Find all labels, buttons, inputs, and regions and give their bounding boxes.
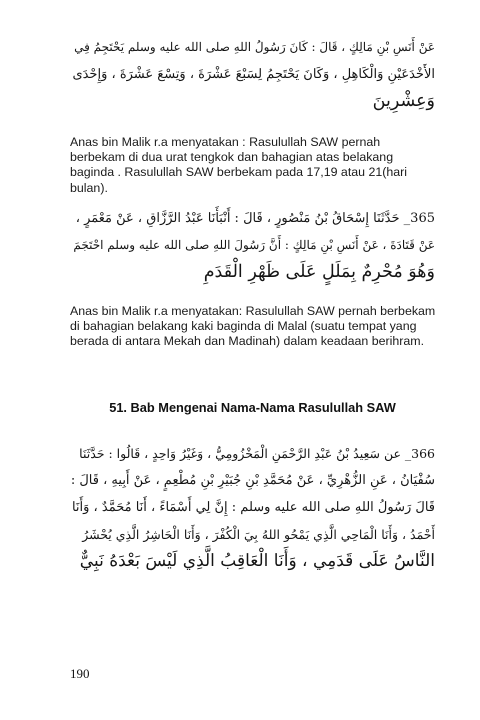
arabic-line: وَعِشْرِينَ bbox=[372, 91, 435, 111]
hadith-365-arabic bbox=[70, 205, 435, 286]
arabic-line: النَّاسُ عَلَى قَدَمِي ، وَأَنَا الْعَاقِبُ الَّذِي لَيْسَ بَعْدَهُ نَبِيٌّ bbox=[79, 551, 435, 571]
arabic-line: وَهُوَ مُحْرِمٌ بِمَلَلٍ عَلَى ظَهْرِ الْقَدَمِ bbox=[203, 262, 435, 282]
arabic-line: الأَخْدَعَيْنِ وَالْكَاهِلِ ، وَكَانَ يَحْتَجِمُ لِسَبْعَ عَشْرَةَ ، وَتِسْعَ عَشْرَةَ ، وَإِحْدَى bbox=[72, 67, 435, 82]
arabic-line: أَحْمَدُ ، وَأَنَا الْمَاحِي الَّذِي يَمْحُو اللهُ بِيَ الْكُفْرَ ، وَأَنَا الْحَاشِرُ الَّذِي يُحْشَرُ bbox=[82, 527, 435, 542]
hadith-364-translation bbox=[70, 135, 438, 196]
translation-paragraph: Anas bin Malik r.a menyatakan : Rasulullah SAW pernah berbekam di dua urat tengkok dan bahagian atas belakang baginda . Rasulullah SAW berbekam pada 17,19 atau 21(hari bulan). bbox=[70, 135, 408, 195]
hadith-365-translation bbox=[70, 304, 438, 350]
arabic-line: 366_ عن سَعِيدُ بْنُ عَبْدِ الرَّحْمَنِ الْمَخْزُومِيُّ ، وَغَيْرُ وَاحِدٍ ، قَالُوا : حَدَّثَنَا bbox=[79, 446, 435, 461]
arabic-line: عَنْ أَنَسِ بْنِ مَالِكٍ ، قَالَ : كَانَ رَسُولُ اللهِ صلى الله عليه وسلم يَحْتَجِمُ فِي bbox=[74, 40, 435, 54]
hadith-364-arabic bbox=[70, 34, 435, 115]
arabic-line: عَنْ قَتَادَةَ ، عَنْ أَنَسِ بْنِ مَالِكٍ : أَنَّ رَسُولَ اللهِ صلى الله عليه وسلم احْتَجَمَ bbox=[73, 238, 435, 252]
page-number: 190 bbox=[70, 666, 90, 681]
arabic-line: سُفْيَانُ ، عَنِ الزُّهْرِيِّ ، عَنْ مُحَمَّدِ بْنِ جُبَيْرِ بْنِ مُطْعِمٍ ، عَنْ أَبِيهِ ، قَالَ : bbox=[70, 473, 435, 488]
translation-paragraph: Anas bin Malik r.a menyatakan: Rasulullah SAW pernah berbekam di bahagian belakang kaki baginda di Malal (suatu tempat yang berada di antara Mekah dan Madinah) dalam keadaan berihram. bbox=[70, 304, 436, 349]
arabic-line: 365_ حَدَّثَنَا إِسْحَاقُ بْنُ مَنْصُورٍ ، قَالَ : أَنْبَأَنَا عَبْدُ الرَّزَّاقِ ، عَنْ مَعْمَرٍ ، bbox=[75, 211, 435, 226]
arabic-line: قَالَ رَسُولُ اللهِ صلى الله عليه وسلم : إِنَّ لِي أَسْمَاءً ، أَنَا مُحَمَّدٌ ، وَأَنَا bbox=[71, 500, 435, 515]
hadith-366-arabic bbox=[70, 440, 435, 575]
section-heading: 51. Bab Mengenai Nama-Nama Rasulullah SAW bbox=[109, 400, 396, 415]
